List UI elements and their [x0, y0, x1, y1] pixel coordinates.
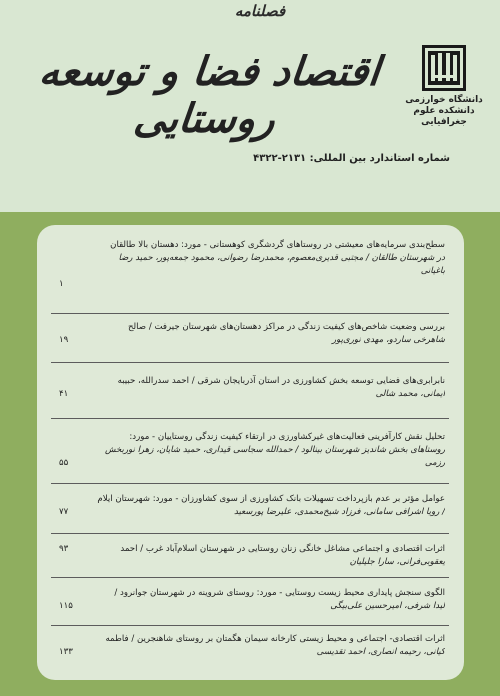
toc-entry-page: ۱۹: [59, 335, 69, 345]
quarterly-label: فصلنامه: [234, 2, 286, 20]
toc-divider: [51, 577, 449, 578]
toc-divider: [51, 313, 449, 314]
toc-divider: [51, 418, 449, 419]
toc-entry-authors: ایمانی، محمد شالی: [375, 389, 445, 399]
toc-entry-authors: شاهرخی ساردو، مهدی نوری‌پور: [332, 335, 445, 345]
toc-entry-authors: کیانی، رحیمه انصاری، احمد تقدیسی: [316, 647, 445, 657]
toc-divider: [51, 625, 449, 626]
toc-entry[interactable]: [59, 633, 445, 659]
toc-entry-authors: لیدا شرفی، امیرحسین علی‌بیگی: [330, 601, 445, 611]
toc-entry-page: ۷۷: [59, 507, 69, 517]
toc-entry-title: اثرات اقتصادی و اجتماعی مشاغل خانگی زنان روستایی در شهرستان اسلام‌آباد غرب / احمد: [120, 544, 445, 554]
toc-entry[interactable]: [59, 239, 445, 291]
toc-entry-authors: روستاهای بخش شاندیز شهرستان بینالود / حمدالله سجاسی قیداری، حمید شایان، زهرا نوربخش: [105, 445, 445, 455]
toc-entry[interactable]: [59, 587, 445, 613]
toc-entry[interactable]: [59, 375, 445, 401]
toc-divider: [51, 483, 449, 484]
toc-divider: [51, 362, 449, 363]
toc-entry-page: ۱۳۳: [59, 647, 73, 657]
toc-entry-authors: در شهرستان طالقان / مجتبی قدیری‌معصوم، محمدرضا رضوانی، محمود جمعه‌پور، حمید رضا: [118, 253, 445, 263]
toc-divider: [51, 533, 449, 534]
toc-entry-title: اثرات اقتصادی- اجتماعی و محیط زیستی کارخانه سیمان هگمتان بر روستای شاهنجرین / فاطمه: [105, 634, 445, 644]
table-of-contents: [37, 225, 464, 680]
toc-entry-page: ۱: [59, 279, 64, 289]
toc-entry[interactable]: [59, 321, 445, 347]
toc-entry-title: عوامل مؤثر بر عدم بازپرداخت تسهیلات بانک کشاورزی از سوی کشاورزان - مورد: شهرستان ایلام: [97, 494, 445, 504]
toc-entry-page: ۴۱: [59, 389, 69, 399]
journal-title: اقتصاد فضا و توسعه روستایی: [36, 48, 383, 142]
header-band: [0, 198, 500, 212]
toc-entry-title: نابرابری‌های فضایی توسعه بخش کشاورزی در استان آذربایجان شرقی / احمد سدرالله، حبیبه: [117, 376, 445, 386]
toc-entry[interactable]: [59, 493, 445, 519]
university-line-1: دانشگاه خوارزمی: [405, 95, 483, 105]
toc-entry-authors-cont: رزمی: [424, 458, 445, 468]
toc-entry-authors-cont: باغیانی: [420, 266, 445, 276]
toc-entry-page: ۹۳: [59, 544, 69, 554]
university-line-2: دانشکده علوم جغرافیایی: [413, 105, 475, 127]
issn-line: شماره استاندارد بین المللی: ۲۱۳۱-۴۳۲۲: [253, 153, 450, 164]
university-logo: [404, 45, 484, 127]
toc-entry[interactable]: [59, 543, 445, 567]
university-name: [404, 95, 484, 127]
toc-entry-title: تحلیل نقش کارآفرینی فعالیت‌های غیرکشاورزی در ارتقاء کیفیت زندگی روستاییان - مورد:: [129, 432, 445, 442]
university-emblem-icon: [422, 45, 466, 91]
toc-entry-authors: یعقوبی‌فرانی، سارا جلیلیان: [349, 557, 445, 567]
toc-entry-authors: / رویا اشرافی سامانی، فرزاد شیخ‌محمدی، علیرضا پورسعید: [233, 507, 445, 517]
toc-entry[interactable]: [59, 431, 445, 470]
toc-entry-title: بررسی وضعیت شاخص‌های کیفیت زندگی در مراکز دهستان‌های شهرستان جیرفت / صالح: [128, 322, 445, 332]
toc-entry-title: سطح‌بندی سرمایه‌های معیشتی در روستاهای گردشگری کوهستانی - مورد: دهستان بالا طالقان: [110, 240, 445, 250]
toc-entry-title: الگوی سنجش پایداری محیط زیست روستایی - مورد: روستای شروینه در شهرستان جوانرود /: [114, 588, 445, 598]
toc-entry-page: ۵۵: [59, 458, 69, 468]
toc-entry-page: ۱۱۵: [59, 601, 73, 611]
